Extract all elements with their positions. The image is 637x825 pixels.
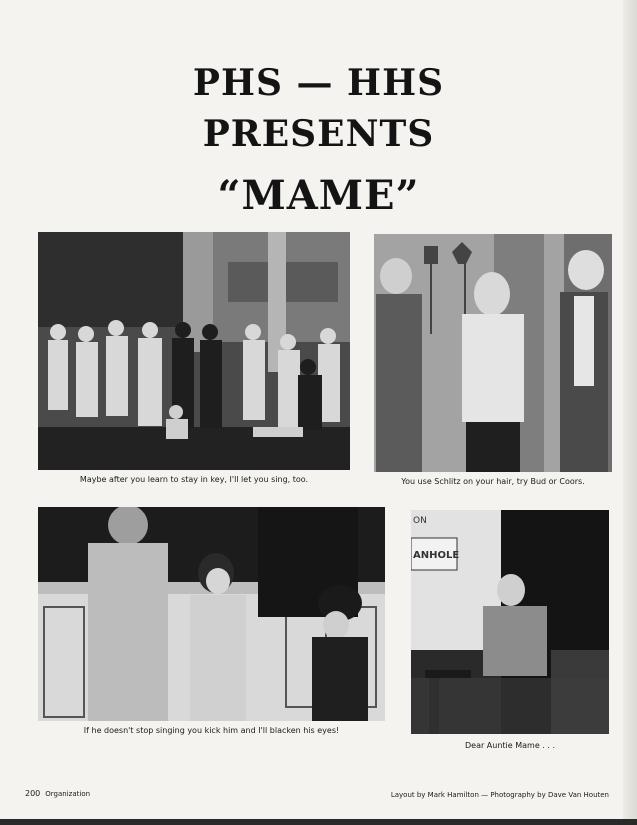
footer-left bbox=[25, 789, 90, 798]
photo-stage-chorus bbox=[38, 232, 350, 470]
bottom-band bbox=[0, 819, 637, 825]
page-number: 200 bbox=[25, 789, 41, 798]
photo-boy-at-desk bbox=[411, 510, 609, 734]
sign-text-top: ON bbox=[413, 516, 427, 526]
photo-caption: Dear Auntie Mame . . . bbox=[464, 741, 556, 750]
photo-caption: Maybe after you learn to stay in key, I'll let you sing, too. bbox=[79, 475, 309, 484]
photo-parlor-scene bbox=[38, 507, 385, 721]
page-title-line-2: PRESENTS bbox=[202, 113, 435, 155]
footer-credits: Layout by Mark Hamilton — Photography by Dave Van Houten bbox=[390, 791, 609, 799]
photo-caption: You use Schlitz on your hair, try Bud or Coors. bbox=[401, 477, 585, 486]
photo-caption: If he doesn't stop singing you kick him and I'll blacken his eyes! bbox=[83, 726, 340, 735]
footer-section: Organization bbox=[45, 790, 91, 798]
page-title-line-1: PHS — HHS bbox=[192, 62, 445, 104]
page-title-line-3: “MAME” bbox=[217, 172, 420, 219]
sign-text: ANHOLE bbox=[413, 550, 460, 561]
photo-three-figures bbox=[374, 234, 612, 472]
